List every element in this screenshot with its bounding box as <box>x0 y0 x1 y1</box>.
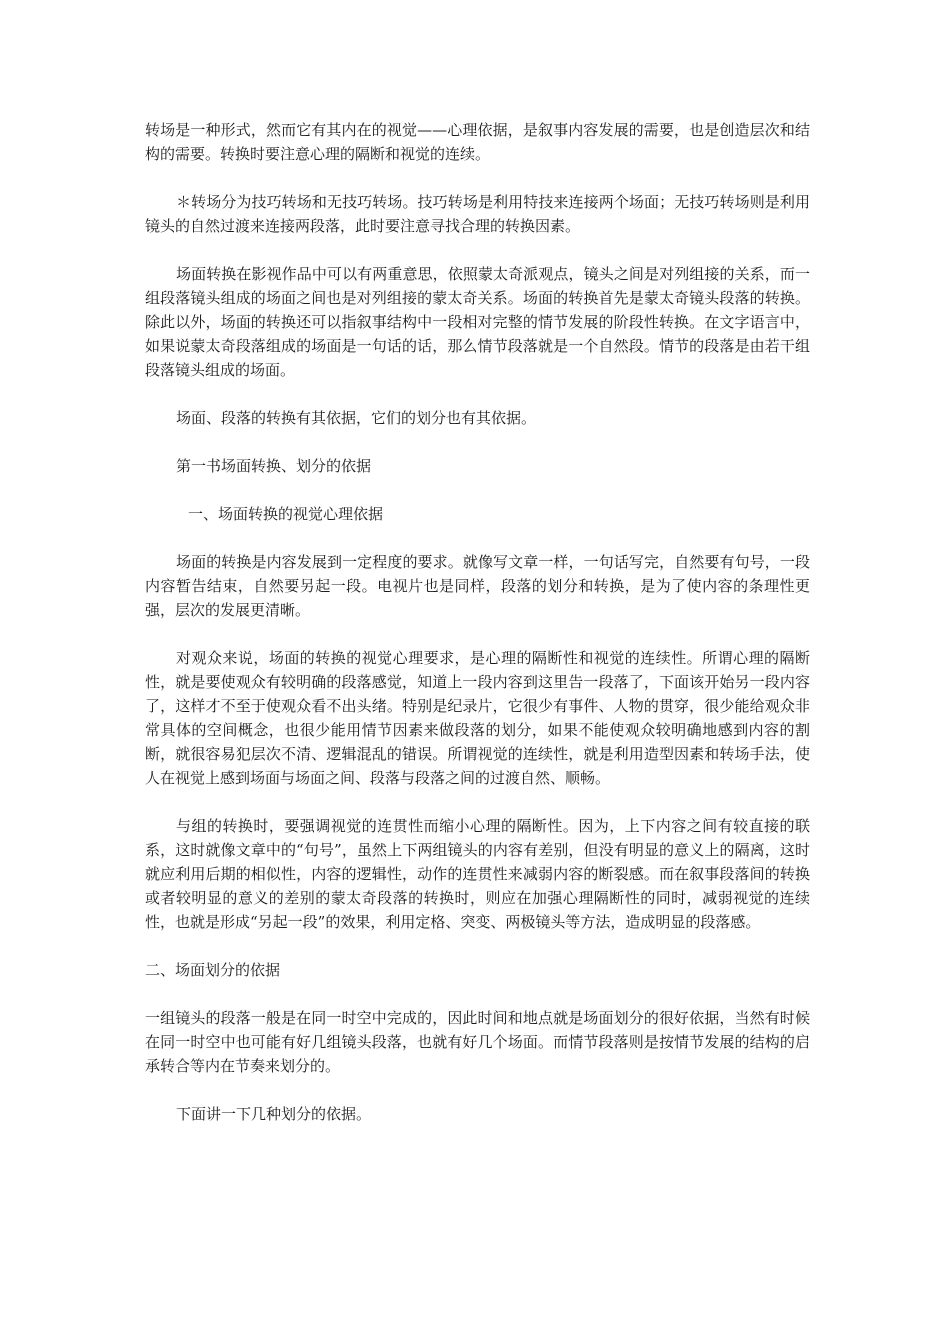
paragraph-scene-division: 一组镜头的段落一般是在同一时空中完成的，因此时间和地点就是场面划分的很好依据，当然有时候在同一时空中也可能有好几组镜头段落，也就有好几个场面。而情节段落则是按情节发展的结构的启承转合等内在节奏来划分的。 <box>145 1009 810 1075</box>
document-body <box>145 118 810 1126</box>
paragraph-content-development: 场面的转换是内容发展到一定程度的要求。就像写文章一样，一句话写完，自然要有句号，一段内容暂告结束，自然要另起一段。电视片也是同样，段落的划分和转换，是为了使内容的条理性更强，层次的发展更清晰。 <box>145 553 810 619</box>
paragraph-closing: 下面讲一下几种划分的依据。 <box>176 1105 372 1123</box>
section-heading: 第一书场面转换、划分的依据 <box>176 457 372 475</box>
paragraph-scene-transition-meaning: 场面转换在影视作品中可以有两重意思，依照蒙太奇派观点，镜头之间是对列组接的关系，而一组段落镜头组成的场面之间也是对列组接的蒙太奇关系。场面的转换首先是蒙太奇镜头段落的转换。除此以外，场面的转换还可以指叙事结构中一段相对完整的情节发展的阶段性转换。在文字语言中，如果说蒙太奇段落组成的场面是一句话的话，那么情节段落就是一个自然段。情节的段落是由若干组段落镜头组成的场面。 <box>145 265 810 379</box>
subsection-heading-1: 一、场面转换的视觉心理依据 <box>188 505 384 523</box>
paragraph-audience-psychology: 对观众来说，场面的转换的视觉心理要求，是心理的隔断性和视觉的连续性。所谓心理的隔断性，就是要使观众有较明确的段落感觉，知道上一段内容到这里告一段落了，下面该开始另一段内容了，这样才不至于使观众看不出头绪。特别是纪录片，它很少有事件、人物的贯穿，很少能给观众非常具体的空间概念，也很少能用情节因素来做段落的划分，如果不能使观众较明确地感到内容的割断，就很容易犯层次不清、逻辑混乱的错误。所谓视觉的连续性，就是利用造型因素和转场手法，使人在视觉上感到场面与场面之间、段落与段落之间的过渡自然、顺畅。 <box>145 649 810 787</box>
paragraph-basis-statement: 场面、段落的转换有其依据，它们的划分也有其依据。 <box>176 409 537 427</box>
subsection-heading-2: 二、场面划分的依据 <box>145 961 281 979</box>
paragraph-intro: 转场是一种形式，然而它有其内在的视觉——心理依据，是叙事内容发展的需要，也是创造层次和结构的需要。转换时要注意心理的隔断和视觉的连续。 <box>145 121 810 163</box>
paragraph-transition-types: ＊转场分为技巧转场和无技巧转场。技巧转场是利用特技来连接两个场面；无技巧转场则是利用镜头的自然过渡来连接两段落，此时要注意寻找合理的转换因素。 <box>145 193 810 235</box>
paragraph-group-transition: 与组的转换时，要强调视觉的连贯性而缩小心理的隔断性。因为，上下内容之间有较直接的联系，这时就像文章中的“句号”，虽然上下两组镜头的内容有差别，但没有明显的意义上的隔离，这时就应利用后期的相似性，内容的逻辑性，动作的连贯性来减弱内容的断裂感。而在叙事段落间的转换或者较明显的意义的差别的蒙太奇段落的转换时，则应在加强心理隔断性的同时，减弱视觉的连续性，也就是形成“另起一段”的效果，利用定格、突变、两极镜头等方法，造成明显的段落感。 <box>145 817 810 931</box>
